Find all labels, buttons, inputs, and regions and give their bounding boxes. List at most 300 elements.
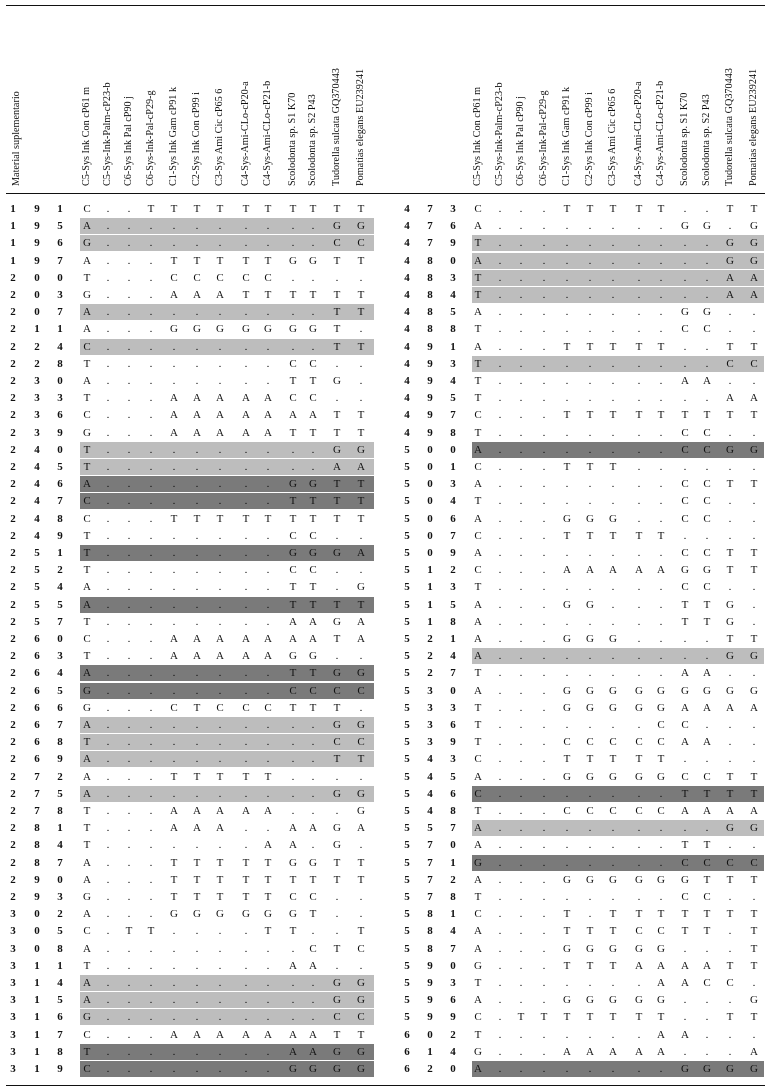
base-cell: G — [586, 770, 594, 783]
base-cell: G — [750, 254, 758, 267]
base-cell: . — [311, 736, 315, 749]
position-digit: 1 — [450, 633, 456, 645]
species-header-label: C2-Sys Ink Con cP99 i — [191, 92, 202, 186]
base-cell: . — [728, 426, 732, 439]
base-cell: . — [565, 856, 569, 869]
base-cell: T — [703, 908, 711, 921]
position-digit: 6 — [34, 633, 40, 645]
base-cell: . — [542, 529, 546, 542]
base-cell: A — [193, 409, 201, 422]
base-cell: . — [498, 805, 502, 817]
base-cell: . — [637, 271, 641, 284]
base-cell: T — [357, 254, 365, 267]
base-cell: T — [563, 1011, 571, 1024]
alignment-row — [472, 218, 764, 234]
base-cell: . — [195, 237, 199, 250]
base-cell: . — [266, 220, 270, 233]
base-cell: A — [333, 461, 341, 473]
base-cell: . — [588, 426, 592, 439]
position-digit: 1 — [57, 959, 63, 972]
base-cell: . — [106, 719, 110, 731]
alignment-row — [472, 287, 764, 303]
base-cell: . — [106, 908, 110, 921]
base-cell: A — [83, 908, 91, 921]
position-digit: 4 — [404, 375, 410, 387]
base-cell: A — [193, 650, 201, 663]
base-cell: T — [357, 1028, 365, 1041]
base-cell: A — [635, 564, 643, 577]
base-cell: . — [637, 392, 641, 405]
base-cell: . — [149, 598, 153, 611]
base-cell: . — [266, 615, 270, 628]
base-cell: T — [333, 478, 341, 491]
position-digit: 6 — [34, 701, 40, 714]
base-cell: . — [127, 891, 131, 903]
base-cell: G — [609, 701, 617, 714]
species-header — [538, 90, 550, 198]
species-header-label: Scolodonta sp. S1 K70 — [287, 92, 298, 186]
position-digit: 3 — [57, 392, 63, 405]
base-cell: T — [83, 650, 91, 663]
base-cell: T — [635, 340, 643, 353]
position-digit: 2 — [10, 839, 16, 852]
base-cell: A — [83, 753, 91, 766]
base-cell: . — [218, 942, 222, 955]
position-digit: 9 — [34, 203, 40, 215]
base-cell: C — [264, 701, 272, 714]
base-cell: A — [703, 736, 711, 749]
base-cell: T — [635, 529, 643, 542]
position-digit: 3 — [450, 271, 456, 284]
base-cell: T — [309, 598, 317, 611]
alignment-row — [80, 734, 374, 750]
position-digit: 1 — [57, 547, 63, 559]
position-digit: 3 — [10, 908, 16, 921]
base-cell: . — [311, 770, 315, 783]
position-digit: 5 — [404, 908, 410, 921]
base-cell: T — [750, 203, 758, 215]
base-cell: . — [335, 392, 339, 405]
species-header-label: C5-Sys Ink Con cP61 m — [472, 86, 483, 186]
base-cell: . — [149, 237, 153, 250]
base-cell: . — [519, 375, 523, 387]
position-digit: 9 — [34, 237, 40, 250]
position-digit: 8 — [427, 908, 433, 921]
alignment-row — [472, 425, 764, 441]
base-cell: G — [333, 822, 341, 835]
base-cell: . — [659, 426, 663, 439]
base-cell: . — [542, 873, 546, 886]
base-cell: . — [565, 237, 569, 250]
base-cell: C — [657, 805, 665, 817]
position-digit: 3 — [10, 959, 16, 972]
base-cell: G — [309, 650, 317, 663]
base-cell: . — [565, 289, 569, 301]
base-cell: . — [195, 375, 199, 387]
base-cell: T — [586, 409, 594, 422]
base-cell: . — [172, 736, 176, 749]
base-cell: . — [498, 392, 502, 405]
base-cell: T — [309, 289, 317, 301]
base-cell: . — [359, 650, 363, 663]
base-cell: . — [588, 306, 592, 319]
base-cell: G — [657, 873, 665, 886]
base-cell: . — [106, 822, 110, 835]
base-cell: C — [289, 891, 297, 903]
base-cell: C — [586, 805, 594, 817]
alignment-row — [80, 820, 374, 836]
base-cell: A — [216, 289, 224, 301]
base-cell: . — [266, 461, 270, 473]
base-cell: T — [333, 942, 341, 955]
base-cell: C — [586, 736, 594, 749]
alignment-row — [80, 321, 374, 337]
base-cell: . — [172, 461, 176, 473]
base-cell: . — [588, 478, 592, 491]
base-cell: G — [703, 1063, 711, 1075]
base-cell: . — [311, 306, 315, 319]
base-cell: . — [127, 1063, 131, 1075]
species-header — [123, 96, 135, 198]
base-cell: . — [291, 994, 295, 1007]
position-digit: 5 — [404, 959, 410, 972]
base-cell: . — [291, 443, 295, 456]
base-cell: . — [172, 977, 176, 989]
base-cell: A — [170, 650, 178, 663]
base-cell: T — [333, 289, 341, 301]
position-digit: 1 — [34, 1028, 40, 1041]
base-cell: . — [311, 220, 315, 233]
base-cell: . — [335, 564, 339, 577]
base-cell: T — [309, 873, 317, 886]
base-cell: G — [726, 237, 734, 250]
base-cell: A — [681, 1028, 689, 1041]
base-cell: G — [726, 1063, 734, 1075]
base-cell: G — [586, 701, 594, 714]
base-cell: . — [519, 220, 523, 233]
base-cell: . — [611, 615, 615, 628]
base-cell: . — [542, 547, 546, 559]
base-cell: . — [127, 306, 131, 319]
base-cell: T — [750, 409, 758, 422]
base-cell: . — [588, 289, 592, 301]
position-digit: 2 — [10, 650, 16, 663]
base-cell: T — [83, 959, 91, 972]
position-digit: 5 — [404, 581, 410, 594]
base-cell: . — [498, 891, 502, 903]
position-digit: 6 — [450, 220, 456, 233]
base-cell: T — [586, 959, 594, 972]
base-cell: . — [244, 237, 248, 250]
base-cell: . — [244, 839, 248, 852]
base-cell: . — [291, 220, 295, 233]
base-cell: T — [357, 478, 365, 491]
base-cell: . — [291, 306, 295, 319]
base-cell: G — [586, 598, 594, 611]
position-digit: 2 — [10, 753, 16, 766]
base-cell: C — [681, 770, 689, 783]
base-cell: . — [149, 994, 153, 1007]
base-cell: G — [703, 220, 711, 233]
base-cell: . — [659, 375, 663, 387]
base-cell: . — [519, 495, 523, 508]
base-cell: T — [750, 787, 758, 800]
base-cell: A — [170, 289, 178, 301]
base-cell: G — [309, 547, 317, 559]
base-cell: . — [752, 375, 756, 387]
base-cell: . — [106, 461, 110, 473]
base-cell: T — [264, 203, 272, 215]
base-cell: G — [563, 633, 571, 645]
base-cell: G — [264, 323, 272, 336]
base-cell: G — [726, 684, 734, 697]
base-cell: G — [289, 323, 297, 336]
base-cell: . — [149, 1045, 153, 1058]
base-cell: . — [335, 357, 339, 370]
base-cell: . — [519, 684, 523, 697]
position-digit: 5 — [427, 822, 433, 835]
base-cell: . — [588, 547, 592, 559]
base-cell: . — [498, 409, 502, 422]
base-cell: T — [309, 908, 317, 921]
base-cell: . — [542, 271, 546, 284]
species-header — [655, 80, 667, 198]
base-cell: A — [170, 822, 178, 835]
base-cell: . — [106, 873, 110, 886]
base-cell: . — [659, 856, 663, 869]
base-cell: . — [588, 1063, 592, 1075]
species-header — [633, 81, 645, 198]
base-cell: T — [83, 357, 91, 370]
base-cell: . — [519, 942, 523, 955]
base-cell: . — [106, 203, 110, 215]
base-cell: T — [264, 770, 272, 783]
alignment-row — [80, 923, 374, 939]
base-cell: . — [149, 701, 153, 714]
position-digit: 5 — [34, 547, 40, 559]
base-cell: . — [498, 942, 502, 955]
base-cell: . — [218, 375, 222, 387]
base-cell: . — [195, 495, 199, 508]
base-cell: . — [519, 856, 523, 869]
base-cell: A — [681, 959, 689, 972]
base-cell: G — [681, 1063, 689, 1075]
base-cell: . — [127, 977, 131, 989]
base-cell: . — [244, 306, 248, 319]
base-cell: A — [474, 925, 482, 938]
base-cell: T — [216, 891, 224, 903]
base-cell: . — [106, 925, 110, 938]
base-cell: T — [289, 925, 297, 938]
base-cell: C — [703, 478, 711, 491]
base-cell: . — [752, 323, 756, 336]
base-cell: A — [216, 426, 224, 439]
base-cell: . — [335, 925, 339, 938]
position-digit: 4 — [450, 1045, 456, 1058]
base-cell: G — [563, 873, 571, 886]
base-cell: . — [172, 564, 176, 577]
position-digit: 4 — [404, 289, 410, 301]
base-cell: . — [149, 461, 153, 473]
species-header — [262, 80, 274, 198]
base-cell: . — [266, 994, 270, 1007]
base-cell: . — [127, 340, 131, 353]
base-cell: T — [474, 736, 482, 749]
base-cell: . — [519, 736, 523, 749]
base-cell: . — [291, 719, 295, 731]
base-cell: . — [519, 547, 523, 559]
position-digit: 8 — [427, 306, 433, 319]
base-cell: . — [565, 787, 569, 800]
base-cell: T — [474, 1028, 482, 1041]
base-cell: . — [637, 220, 641, 233]
base-cell: . — [311, 237, 315, 250]
base-cell: . — [519, 959, 523, 972]
base-cell: . — [752, 667, 756, 680]
position-digit: 4 — [450, 495, 456, 508]
base-cell: T — [83, 805, 91, 817]
base-cell: A — [193, 822, 201, 835]
alignment-row — [472, 700, 764, 716]
species-header-label: C5-Sys-Ink-Palm-cP23-b — [102, 82, 113, 186]
base-cell: G — [289, 650, 297, 663]
base-cell: T — [609, 340, 617, 353]
base-cell: C — [681, 426, 689, 439]
base-cell: T — [635, 908, 643, 921]
base-cell: T — [540, 1011, 548, 1024]
base-cell: A — [635, 1045, 643, 1058]
base-cell: . — [127, 409, 131, 422]
base-cell: . — [149, 443, 153, 456]
base-cell: A — [703, 375, 711, 387]
base-cell: T — [264, 512, 272, 525]
base-cell: . — [106, 426, 110, 439]
base-cell: . — [705, 237, 709, 250]
base-cell: C — [681, 495, 689, 508]
position-digit: 0 — [427, 547, 433, 559]
base-cell: C — [170, 701, 178, 714]
base-cell: . — [149, 770, 153, 783]
base-cell: C — [681, 547, 689, 559]
alignment-row — [472, 958, 764, 974]
base-cell: . — [218, 994, 222, 1007]
base-cell: . — [266, 684, 270, 697]
base-cell: T — [264, 925, 272, 938]
base-cell: G — [750, 684, 758, 697]
base-cell: T — [726, 959, 734, 972]
base-cell: . — [565, 822, 569, 835]
base-cell: . — [218, 787, 222, 800]
base-cell: G — [357, 443, 365, 456]
base-cell: . — [127, 1045, 131, 1058]
base-cell: . — [149, 805, 153, 817]
position-digit: 1 — [34, 994, 40, 1007]
base-cell: G — [333, 615, 341, 628]
position-digit: 1 — [34, 1063, 40, 1075]
base-cell: G — [657, 994, 665, 1007]
base-cell: . — [588, 719, 592, 731]
base-cell: T — [609, 959, 617, 972]
base-cell: A — [750, 701, 758, 714]
base-cell: A — [83, 598, 91, 611]
base-cell: C — [309, 357, 317, 370]
base-cell: . — [659, 512, 663, 525]
base-cell: . — [752, 977, 756, 989]
base-cell: . — [244, 959, 248, 972]
base-cell: . — [542, 856, 546, 869]
position-digit: 2 — [10, 289, 16, 301]
position-digit: 0 — [450, 959, 456, 972]
alignment-row — [472, 889, 764, 905]
base-cell: . — [244, 667, 248, 680]
base-cell: . — [127, 529, 131, 542]
base-cell: A — [726, 289, 734, 301]
base-cell: . — [498, 495, 502, 508]
base-cell: . — [195, 478, 199, 491]
base-cell: C — [309, 529, 317, 542]
alignment-row — [472, 872, 764, 888]
base-cell: . — [519, 615, 523, 628]
base-cell: . — [752, 598, 756, 611]
base-cell: A — [170, 426, 178, 439]
base-cell: T — [193, 701, 201, 714]
base-cell: . — [659, 323, 663, 336]
position-digit: 0 — [34, 306, 40, 319]
base-cell: . — [519, 254, 523, 267]
base-cell: T — [333, 512, 341, 525]
base-cell: A — [309, 409, 317, 422]
position-digit: 7 — [427, 203, 433, 215]
base-cell: . — [172, 942, 176, 955]
base-cell: T — [289, 203, 297, 215]
base-cell: . — [542, 323, 546, 336]
base-cell: G — [474, 1045, 482, 1058]
base-cell: . — [172, 667, 176, 680]
base-cell: . — [244, 615, 248, 628]
position-digit: 0 — [34, 942, 40, 955]
position-digit: 7 — [427, 220, 433, 233]
base-cell: . — [218, 1045, 222, 1058]
base-cell: . — [565, 891, 569, 903]
base-cell: T — [609, 409, 617, 422]
species-header — [494, 82, 506, 198]
alignment-row — [80, 855, 374, 871]
base-cell: . — [335, 959, 339, 972]
position-digit: 0 — [450, 1063, 456, 1075]
position-digit: 5 — [404, 925, 410, 938]
position-digit: 3 — [427, 684, 433, 697]
base-cell: T — [703, 925, 711, 938]
base-cell: C — [309, 564, 317, 577]
base-cell: . — [195, 615, 199, 628]
base-cell: . — [498, 822, 502, 835]
base-cell: C — [474, 529, 482, 542]
base-cell: . — [728, 495, 732, 508]
base-cell: . — [542, 959, 546, 972]
base-cell: C — [474, 409, 482, 422]
base-cell: G — [357, 667, 365, 680]
base-cell: . — [218, 357, 222, 370]
position-digit: 4 — [450, 650, 456, 663]
position-digit: 1 — [34, 959, 40, 972]
position-digit: 5 — [404, 529, 410, 542]
position-digit: 1 — [34, 1011, 40, 1024]
base-cell: . — [218, 529, 222, 542]
base-cell: G — [609, 512, 617, 525]
base-cell: . — [172, 581, 176, 594]
base-cell: C — [703, 856, 711, 869]
base-cell: A — [264, 650, 272, 663]
